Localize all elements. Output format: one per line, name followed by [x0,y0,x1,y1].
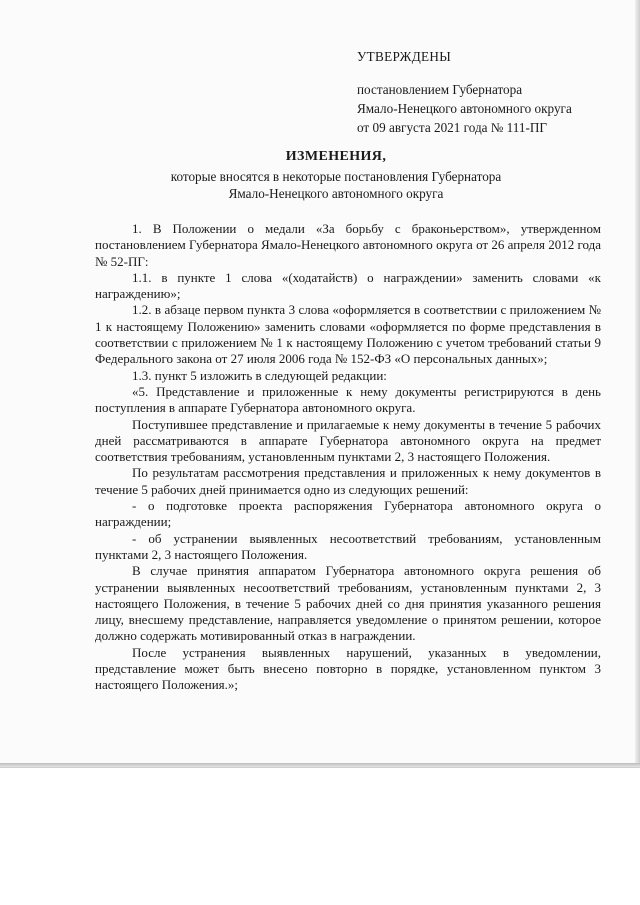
approval-line-2: Ямало-Ненецкого автономного округа [357,101,572,116]
document-title [110,148,562,202]
document-body [95,221,601,694]
approval-line-3: от 09 августа 2021 года № 111-ПГ [357,120,548,135]
approval-stamp [357,47,572,137]
paragraph-review: Поступившее представление и прилагаемые к нему документы в течение 5 рабочих дней рассматриваются в аппарате Губернатора автономного округа на предмет соответствия требованиям, установленным пунктами 2, 3 настоящего Положения. [95,416,601,465]
approval-line-1: постановлением Губернатора [357,82,523,97]
approval-heading: УТВЕРЖДЕНЫ [357,49,452,64]
paragraph-1: 1. В Положении о медали «За борьбу с браконьерством», утвержденном постановлением Губернатора Ямало-Ненецкого автономного округа от 26 апреля 2012 года № 52-ПГ: [95,221,601,269]
paragraph-resubmission: После устранения выявленных нарушений, указанных в уведомлении, представление может быть внесено повторно в порядке, установленном пунктом 3 настоящего Положения.»; [95,644,601,693]
title-subtitle-1: которые вносятся в некоторые постановления Губернатора [170,169,502,184]
paragraph-notification: В случае принятия аппаратом Губернатора автономного округа решения об устранении выявленных несоответствий требованиям, установленным пунктами 2, 3 настоящего Положения, в течение 5 рабочих дней со дня принятия указанного решения лицу, внесшему представление, направляется уведомление о принятом решении, которое должно содержать мотивированный отказ в награждении. [95,563,601,644]
paragraph-item-5: «5. Представление и приложенные к нему документы регистрируются в день поступления в аппарате Губернатора автономного округа. [95,383,601,416]
paragraph-option-2: - об устранении выявленных несоответствий требованиям, установленным пунктами 2, 3 настоящего Положения. [95,530,601,562]
paragraph-option-1: - о подготовке проекта распоряжения Губернатора автономного округа о награждении; [95,498,601,530]
paragraph-decision: По результатам рассмотрения представления и приложенных к нему документов в течение 5 рабочих дней принимается одно из следующих решений: [95,465,601,497]
paragraph-1-3: 1.3. пункт 5 изложить в следующей редакции: [132,367,387,383]
title-subtitle-2: Ямало-Ненецкого автономного округа [228,186,444,201]
paragraph-1-1: 1.1. в пункте 1 слова «(ходатайств) о награждении» заменить словами «к награждению»; [95,269,601,302]
paragraph-1-2: 1.2. в абзаце первом пункта 3 слова «оформляется в соответствии с приложением № 1 к настоящему Положению» заменить словами «оформляется по форме представления в соответствии с приложением № 1 к настоящему Положению с учетом требований статьи 9 Федерального закона от 27 июля 2006 года № 152-ФЗ «О персональных данных»; [95,302,601,367]
title-main: ИЗМЕНЕНИЯ, [285,149,387,164]
page-edge-shadow [635,0,640,767]
